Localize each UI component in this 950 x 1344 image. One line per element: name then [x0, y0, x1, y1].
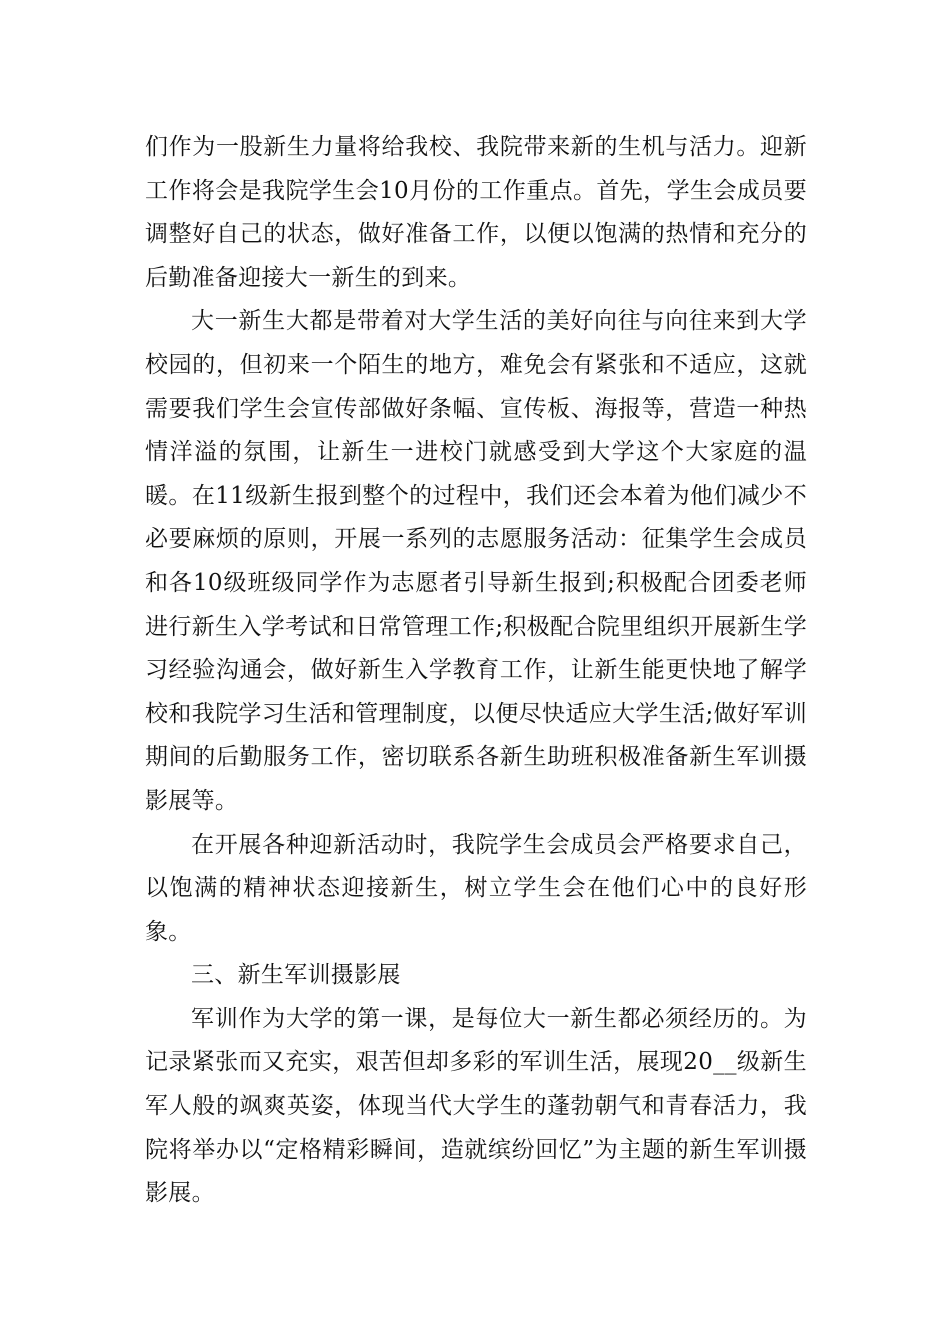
paragraph-member-conduct: 在开展各种迎新活动时，我院学生会成员会严格要求自己，以饱满的精神状态迎接新生，树立学生会在他们心中的良好形象。	[145, 831, 807, 945]
paragraph-freshman-welcome: 大一新生大都是带着对大学生活的美好向往与向往来到大学校园的，但初来一个陌生的地方，难免会有紧张和不适应，这就需要我们学生会宣传部做好条幅、宣传板、海报等，营造一种热情洋溢的氛围，让新生一进校门就感受到大学这个大家庭的温暖。在11级新生报到整个的过程中，我们还会本着为他们减少不必要麻烦的原则，开展一系列的志愿服务活动：征集学生会成员和各10级班级同学作为志愿者引导新生报到;积极配合团委老师进行新生入学考试和日常管理工作;积极配合院里组织开展新生学习经验沟通会，做好新生入学教育工作，让新生能更快地了解学校和我院学习生活和管理制度，以便尽快适应大学生活;做好军训期间的后勤服务工作，密切联系各新生助班积极准备新生军训摄影展等。	[145, 308, 807, 814]
section-heading-military-training-photo-exhibition: 三、新生军训摄影展	[191, 962, 401, 989]
document-body	[145, 126, 807, 1216]
paragraph-military-training: 军训作为大学的第一课，是每位大一新生都必须经历的。为记录紧张而又充实，艰苦但却多彩的军训生活，展现20__级新生军人般的飒爽英姿，体现当代大学生的蓬勃朝气和青春活力，我院将举办以“定格精彩瞬间，造就缤纷回忆”为主题的新生军训摄影展。	[145, 1005, 807, 1207]
paragraph-continuation: 们作为一股新生力量将给我校、我院带来新的生机与活力。迎新工作将会是我院学生会10月份的工作重点。首先，学生会成员要调整好自己的状态，做好准备工作，以便以饱满的热情和充分的后勤准备迎接大一新生的到来。	[145, 134, 807, 291]
